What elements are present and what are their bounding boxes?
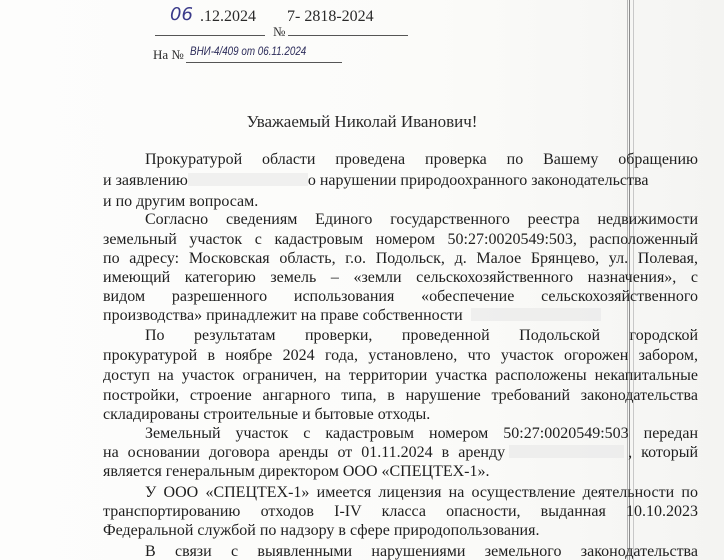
body-line: постройки, строение ангарного типа, в нарушение требований законодательства bbox=[103, 387, 698, 404]
body-line: Прокуратурой области проведена проверка по Вашему обращению bbox=[145, 151, 698, 168]
reference-prefix: На № bbox=[153, 47, 184, 62]
body-text: производства» принадлежит на праве собственности bbox=[103, 307, 463, 324]
body-line: У ООО «СПЕЦТЕХ-1» имеется лицензия на осуществление деятельности по bbox=[145, 484, 698, 501]
body-text: на основании договора аренды от 01.11.2024 в аренду bbox=[103, 444, 506, 461]
body-line: видом разрешенного использования «обеспечение сельскохозяйственного bbox=[103, 288, 698, 305]
body-line: Земельный участок с кадастровым номером 50:27:0020549:503 передан bbox=[145, 425, 698, 442]
body-line: прокуратурой в ноябре 2024 года, установлено, что участок огорожен забором, bbox=[103, 347, 698, 364]
reference-number: ВНИ-4/409 от 06.11.2024 bbox=[190, 44, 307, 58]
body-text: , который bbox=[628, 444, 699, 461]
body-text: о нарушении природоохранного законодательства bbox=[307, 172, 649, 189]
body-line: транспортированию отходов I-IV класса опасности, выданная 10.10.2023 bbox=[103, 503, 698, 520]
number-sign: № bbox=[273, 24, 286, 39]
body-line: по адресу: Московская область, г.о. Подольск, д. Малое Брянцево, ул. Полевая, bbox=[103, 250, 698, 267]
body-line: складированы строительные и бытовые отходы. bbox=[103, 406, 431, 423]
date-underline bbox=[155, 35, 265, 36]
salutation: Уважаемый Николай Иванович! bbox=[246, 112, 478, 131]
body-text: и заявлению bbox=[103, 172, 188, 189]
number-underline bbox=[288, 35, 408, 36]
redacted-lessee bbox=[509, 445, 624, 458]
body-line bbox=[103, 443, 698, 462]
body-line: имеющий категорию земель – «земли сельскохозяйственного назначения», с bbox=[103, 269, 698, 286]
body-line: Согласно сведениям Единого государственного реестра недвижимости bbox=[145, 211, 698, 228]
body-line: В связи с выявленными нарушениями земельного законодательства bbox=[145, 543, 698, 560]
body-line: является генеральным директором ООО «СПЕЦТЕХ-1». bbox=[103, 463, 490, 480]
date-month-year: .12.2024 bbox=[200, 8, 256, 25]
body-line bbox=[103, 171, 698, 190]
body-line: Федеральной службой по надзору в сфере природопользования. bbox=[103, 522, 540, 539]
redacted-owner bbox=[471, 308, 601, 321]
outgoing-number: 7- 2818-2024 bbox=[287, 8, 374, 25]
redacted-name bbox=[188, 173, 308, 186]
body-line: По результатам проверки, проведенной Подольской городской bbox=[145, 327, 698, 344]
reference-underline bbox=[186, 62, 342, 63]
body-line: доступ на участок ограничен, на территории участка расположены некапитальные bbox=[103, 367, 698, 384]
body-line: и по другим вопросам. bbox=[103, 193, 259, 210]
body-line bbox=[103, 306, 698, 325]
date-day-handwritten: 06 bbox=[170, 4, 193, 25]
body-line: земельный участок с кадастровым номером 50:27:0020549:503, расположенный bbox=[103, 231, 698, 248]
